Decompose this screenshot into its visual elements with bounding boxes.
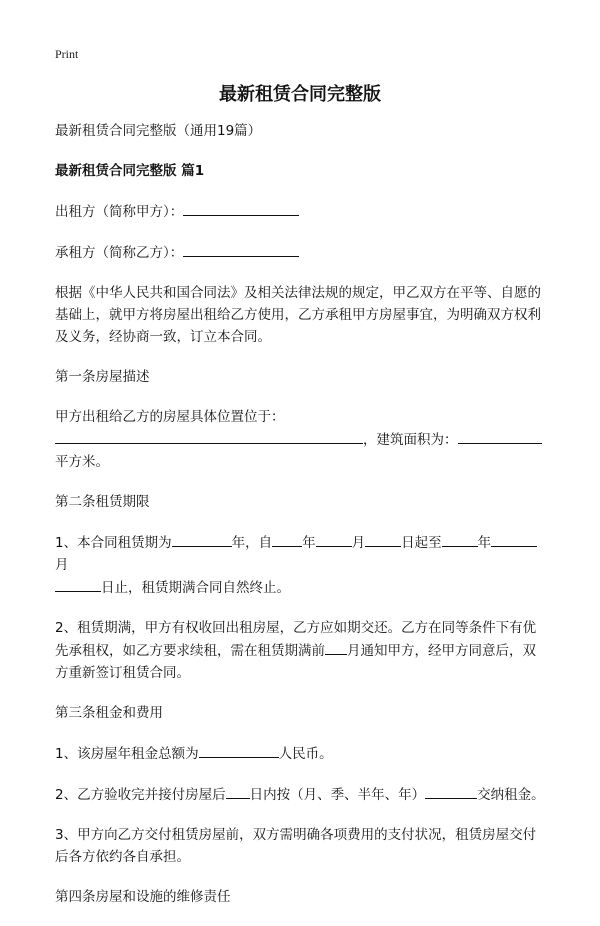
- text: 1、该房屋年租金总额为: [55, 746, 199, 762]
- art1-text-b: ，建筑面积为：: [363, 432, 458, 448]
- article-3-paragraph-1: [55, 742, 545, 765]
- text: 2、乙方验收完并接付房屋后: [55, 787, 226, 803]
- start-year-blank: [272, 531, 302, 547]
- article-2-paragraph-2: [55, 617, 545, 684]
- end-year-blank: [442, 531, 478, 547]
- article-1-paragraph: [55, 406, 545, 473]
- document-body: [55, 120, 545, 926]
- text: 2、租赁期满，甲方有权收回出租房屋，乙方应如期交还。乙方在同等条件下有优先承租权，如乙方要求续租，需在租赁期满前: [55, 620, 537, 659]
- text: 年: [477, 535, 492, 551]
- start-month-blank: [316, 531, 352, 547]
- lessee-blank: [183, 241, 299, 257]
- location-blank: [55, 428, 363, 444]
- text: 月通知甲方，经甲方同意后，双方重新签订租赁合同。: [55, 643, 536, 681]
- start-day-blank: [365, 531, 401, 547]
- article-2-heading: 第二条租赁期限: [55, 494, 150, 510]
- notice-month-blank: [325, 639, 347, 655]
- article-2-paragraph-1: [55, 531, 545, 599]
- print-link[interactable]: Print: [55, 47, 79, 61]
- end-day-blank: [55, 576, 101, 592]
- art1-text-c: 平方米。: [55, 454, 109, 470]
- text: 日起至: [401, 535, 442, 551]
- text: 交纳租金。: [477, 787, 545, 803]
- area-blank: [458, 428, 542, 444]
- intro-paragraph: 根据《中华人民共和国合同法》及相关法律法规的规定，甲乙双方在平等、自愿的基础上，就甲方将房屋出租给乙方使用，乙方承租甲方房屋事宜，为明确双方权利及义务，经协商一致，订立本合同。: [55, 285, 541, 345]
- lessor-line: [55, 200, 545, 223]
- lessor-blank: [183, 200, 299, 216]
- section-heading: 最新租赁合同完整版 篇1: [55, 163, 205, 179]
- article-1-heading: 第一条房屋描述: [55, 369, 150, 385]
- term-blank: [172, 531, 232, 547]
- text: 人民币。: [278, 746, 333, 762]
- article-3-paragraph-2: [55, 783, 545, 806]
- text: 年: [302, 535, 316, 551]
- text: 日内按（月、季、半年、年）: [249, 787, 426, 803]
- lessee-line: [55, 241, 545, 264]
- payment-blank: [425, 783, 477, 799]
- rent-total-blank: [199, 742, 279, 758]
- text: 日止，租赁期满合同自然终止。: [101, 580, 290, 596]
- article-3-heading: 第三条租金和费用: [55, 705, 163, 721]
- lessor-label: 出租方（简称甲方）：: [55, 204, 184, 220]
- subtitle: 最新租赁合同完整版（通用19篇）: [55, 123, 262, 139]
- days-blank: [226, 783, 250, 799]
- lessee-label: 承租方（简称乙方）：: [55, 245, 184, 261]
- text: 年，自: [231, 535, 273, 551]
- article-4-heading: 第四条房屋和设施的维修责任: [55, 889, 231, 905]
- text: 1、本合同租赁期为: [55, 535, 172, 551]
- page-title: 最新租赁合同完整版: [219, 84, 381, 105]
- text: 月: [55, 557, 69, 573]
- text: 月: [351, 535, 366, 551]
- end-month-blank: [491, 531, 537, 547]
- article-3-paragraph-3: 3、甲方向乙方交付租赁房屋前，双方需明确各项费用的支付状况，租赁房屋交付后各方依约各自承担。: [55, 827, 537, 865]
- art1-text-a: 甲方出租给乙方的房屋具体位置位于：: [55, 409, 285, 425]
